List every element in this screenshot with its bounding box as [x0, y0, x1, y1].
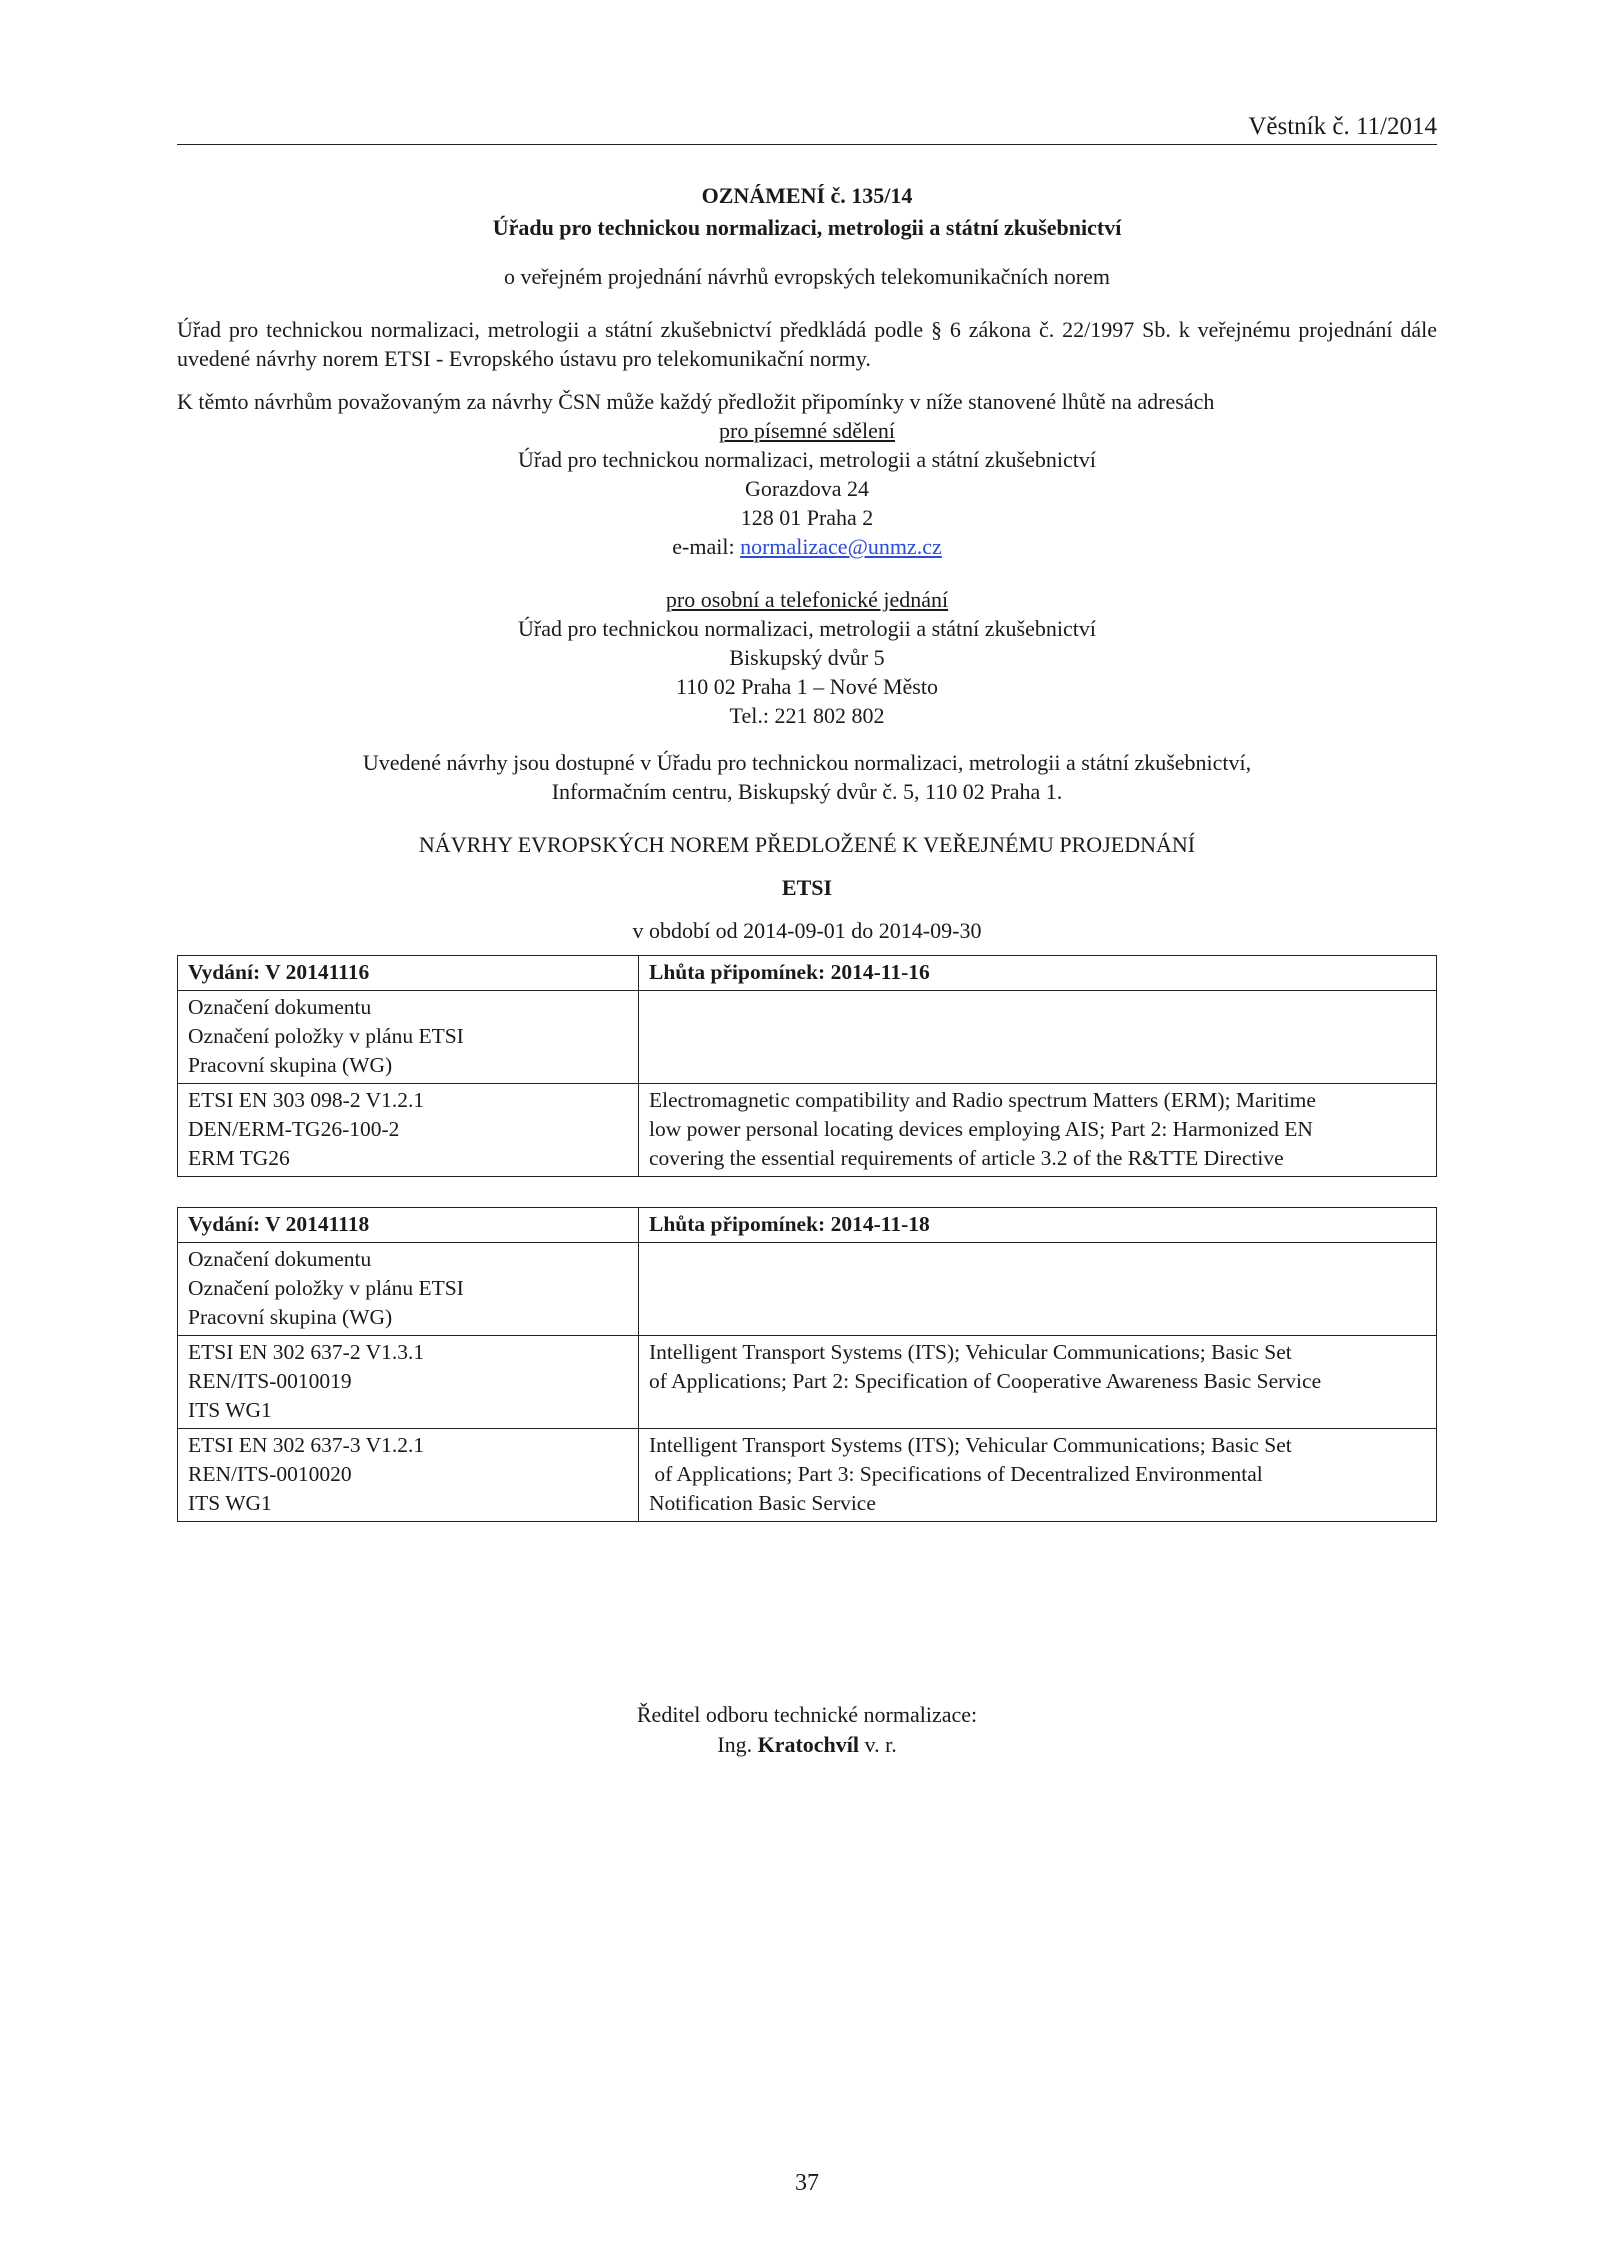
legend-line: Označení položky v plánu ETSI [188, 1024, 464, 1048]
email-label: e-mail: [672, 534, 741, 559]
issue-cell: Vydání: V 20141116 [178, 956, 639, 991]
legend-line: Pracovní skupina (WG) [188, 1305, 393, 1329]
document-id: ETSI EN 302 637-2 V1.3.1 [188, 1340, 425, 1364]
notice-title: OZNÁMENÍ č. 135/14 [701, 183, 913, 208]
title-line: Electromagnetic compatibility and Radio spectrum Matters (ERM); Maritime [649, 1088, 1316, 1112]
issue-cell: Vydání: V 20141118 [178, 1208, 639, 1243]
notice-body [177, 180, 1437, 1522]
signature-name-line [177, 1730, 1437, 1760]
written-org: Úřad pro technickou normalizaci, metrologii a státní zkušebnictví [518, 447, 1096, 472]
legend-line: Označení dokumentu [188, 1247, 372, 1271]
table-legend-row [178, 991, 1437, 1084]
personal-tel: Tel.: 221 802 802 [729, 703, 885, 728]
legend-line: Označení dokumentu [188, 995, 372, 1019]
document-ids-cell [178, 1084, 639, 1177]
notice-subject: o veřejném projednání návrhů evropských telekomunikačních norem [503, 264, 1111, 289]
written-heading: pro písemné sdělení [719, 418, 895, 443]
document-title-cell [639, 1336, 1437, 1429]
table-header-row [178, 1208, 1437, 1243]
title-line: Intelligent Transport Systems (ITS); Vehicular Communications; Basic Set [649, 1433, 1292, 1457]
work-item-id: DEN/ERM-TG26-100-2 [188, 1117, 400, 1141]
intro-paragraph-1: Úřad pro technickou normalizaci, metrologii a státní zkušebnictví předkládá podle § 6 zákona č. 22/1997 Sb. k veřejnému projednání dále uvedené návrhy norem ETSI - Evropského ústavu pro telekomunikační normy. [177, 317, 1437, 371]
title-line: of Applications; Part 3: Specifications of Decentralized Environmental [649, 1462, 1263, 1486]
personal-city: 110 02 Praha 1 – Nové Město [676, 674, 938, 699]
legend-line: Pracovní skupina (WG) [188, 1053, 393, 1077]
availability-line-1: Uvedené návrhy jsou dostupné v Úřadu pro technickou normalizaci, metrologii a státní zkušebnictví, [362, 750, 1252, 775]
legend-cell [178, 1243, 639, 1336]
table-row [178, 1084, 1437, 1177]
title-line: covering the essential requirements of article 3.2 of the R&TTE Directive [649, 1146, 1284, 1170]
table-row [178, 1429, 1437, 1522]
intro-paragraph-2: K těmto návrhům považovaným za návrhy ČSN může každý předložit připomínky v níže stanovené lhůtě na adresách [177, 389, 1215, 414]
page-number: 37 [795, 2170, 819, 2196]
title-line: Notification Basic Service [649, 1491, 876, 1515]
availability-note [177, 748, 1437, 806]
signature-suffix: v. r. [859, 1732, 897, 1757]
document-id: ETSI EN 303 098-2 V1.2.1 [188, 1088, 425, 1112]
standards-table-2 [177, 1207, 1437, 1522]
document-ids-cell [178, 1429, 639, 1522]
legend-empty-cell [639, 1243, 1437, 1336]
title-line: Intelligent Transport Systems (ITS); Vehicular Communications; Basic Set [649, 1340, 1292, 1364]
signature-block [177, 1700, 1437, 1760]
title-line: low power personal locating devices employing AIS; Part 2: Harmonized EN [649, 1117, 1313, 1141]
written-street: Gorazdova 24 [744, 476, 869, 501]
personal-org: Úřad pro technickou normalizaci, metrologii a státní zkušebnictví [518, 616, 1096, 641]
written-city: 128 01 Praha 2 [740, 505, 874, 530]
personal-heading: pro osobní a telefonické jednání [665, 587, 949, 612]
section-org: ETSI [781, 875, 833, 900]
deadline-cell: Lhůta připomínek: 2014-11-18 [639, 1208, 1437, 1243]
document-title-cell [639, 1429, 1437, 1522]
email-link[interactable]: normalizace@unmz.cz [740, 534, 942, 559]
title-line: of Applications; Part 2: Specification of Cooperative Awareness Basic Service [649, 1369, 1322, 1393]
document-id: ETSI EN 302 637-3 V1.2.1 [188, 1433, 425, 1457]
work-item-id: REN/ITS-0010020 [188, 1462, 352, 1486]
signature-role: Ředitel odboru technické normalizace: [636, 1702, 978, 1727]
document-title-cell [639, 1084, 1437, 1177]
written-address-block [177, 416, 1437, 561]
legend-line: Označení položky v plánu ETSI [188, 1276, 464, 1300]
working-group: ERM TG26 [188, 1146, 290, 1170]
personal-address-block [177, 585, 1437, 730]
work-item-id: REN/ITS-0010019 [188, 1369, 352, 1393]
personal-street: Biskupský dvůr 5 [729, 645, 885, 670]
signature-prefix: Ing. [717, 1732, 758, 1757]
availability-line-2: Informačním centru, Biskupský dvůr č. 5, 110 02 Praha 1. [551, 779, 1063, 804]
section-heading: NÁVRHY EVROPSKÝCH NOREM PŘEDLOŽENÉ K VEŘEJNÉMU PROJEDNÁNÍ [418, 832, 1196, 857]
working-group: ITS WG1 [188, 1398, 272, 1422]
table-legend-row [178, 1243, 1437, 1336]
notice-issuer: Úřadu pro technickou normalizaci, metrologii a státní zkušebnictví [492, 215, 1122, 240]
legend-cell [178, 991, 639, 1084]
document-ids-cell [178, 1336, 639, 1429]
written-email-line [177, 532, 1437, 561]
journal-header: Věstník č. 11/2014 [177, 113, 1437, 145]
signature-name: Kratochvíl [757, 1732, 860, 1757]
working-group: ITS WG1 [188, 1491, 272, 1515]
legend-empty-cell [639, 991, 1437, 1084]
section-period: v období od 2014-09-01 do 2014-09-30 [632, 918, 982, 943]
table-row [178, 1336, 1437, 1429]
deadline-cell: Lhůta připomínek: 2014-11-16 [639, 956, 1437, 991]
table-header-row [178, 956, 1437, 991]
standards-table-1 [177, 955, 1437, 1177]
